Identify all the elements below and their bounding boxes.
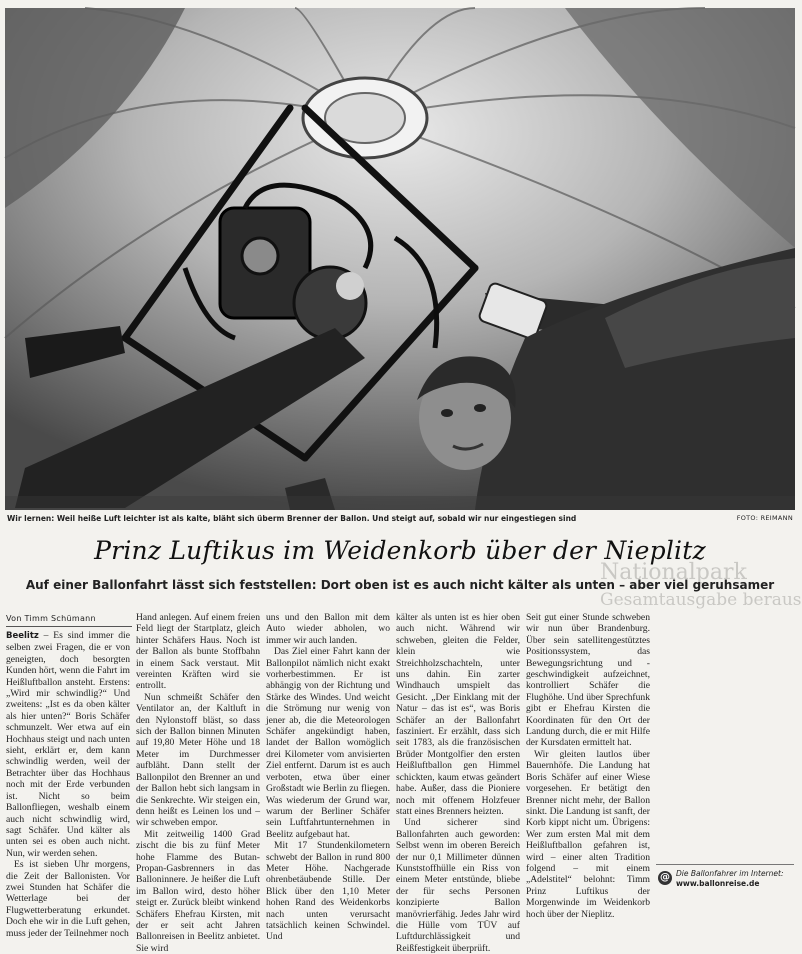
paragraph: Seit gut einer Stunde schweben wir nun über Brandenburg. Über sein satellitengestütztes Positionssystem, das Bewegungsrichtung und -geschwindigkeit aufzeichnet, kontrolliert Schäfer die Flughöhe. Und über Sprechfunk gibt er Ehefrau Kirsten die Koordinaten für den Ort der Landung durch, die er mit Hilfe der Kursdaten ermittelt hat. — [526, 612, 650, 749]
balloon-photo — [5, 8, 795, 510]
web-link-box — [656, 864, 794, 891]
bleed-through-text: Gesamtausgabe beraus — [600, 590, 802, 610]
article-column-2 — [136, 612, 260, 954]
paragraph: Hand anlegen. Auf einem freien Feld liegt der Startplatz, gleich hinter Schäfers Haus. Noch ist der Ballon als bunte Stoffbahn in einem Sack verstaut. Mit vereinten Kräften wird sie entrollt. — [136, 612, 260, 692]
paragraph: Nun schmeißt Schäfer den Ventilator an, der Kaltluft in den Nylonstoff bläst, so dass sich der Ballon binnen Minuten auf 19,80 Meter Höhe und 18 Meter im Durchmesser aufbläht. Dann stellt der Ballonpilot den Brenner an und der Ballon hebt sich langsam in die Senkrechte. Wir steigen ein, denn heißt es Leinen los und – wir schweben empor. — [136, 691, 260, 829]
paragraph: Beelitz – Es sind immer die selben zwei Fragen, die er von geneigten, doch besorgten Kunden hört, wenn die Fahrt im Heißluftballon ansteht. Erstens: „Wird mir schwindlig?“ Und zweitens: „Ist es da oben kälter als hier unten?“ Boris Schäfer schmunzelt. Wer etwa auf ein Hochhaus steigt und nach unten sieht, erklärt er, dem kann schwindlig werden, weil der Betrachter über das Hochhaus noch mit der Erde verbunden ist. Nicht so beim Ballonfliegen, weshalb einem auch nicht schwindlig wird, sagt Schäfer. Und kälter als unten sei es oben auch nicht. Nun, wir werden sehen. — [6, 630, 130, 859]
photo-caption-bar — [5, 512, 795, 524]
web-link-label: Die Ballonfahrer im Internet: — [676, 869, 784, 878]
article-column-5 — [526, 612, 650, 920]
paragraph: uns und den Ballon mit dem Auto wieder abholen, wo immer wir auch landen. — [266, 612, 390, 646]
paragraph: Mit 17 Stundenkilometern schwebt der Ballon in rund 800 Meter Höhe. Nachgerade ohrenbetäubende Stille. Der Blick über den 1,10 Meter hohen Rand des Weidenkorbs nach unten verursacht tatsächlich keinen Schwindel. Und — [266, 840, 390, 943]
article-subhead: Auf einer Ballonfahrt lässt sich feststellen: Dort oben ist es auch nicht kälter als unten – aber viel geruhsamer — [25, 578, 775, 592]
article-column-1 — [6, 630, 130, 939]
article-column-3 — [266, 612, 390, 943]
paragraph: kälter als unten ist es hier oben auch nicht. Während wir schweben, gleiten die Felder, klein wie Streichholzschachteln, unter uns dahin. Ein zarter Windhauch umspielt das Gesicht. „Der Einklang mit der Natur – das ist es“, was Boris Schäfer an der Ballonfahrt fasziniert. Er erzählt, dass sich seit 1783, als die französischen Brüder Montgolfier den ersten Heißluftballon gen Himmel schickten, kaum etwas geändert habe. Außer, dass die Pioniere noch mit offenem Holzfeuer statt eines Brenners heizten. — [396, 612, 520, 817]
dateline: Beelitz — [6, 631, 39, 641]
photo-caption: Wir lernen: Weil heiße Luft leichter ist als kalte, bläht sich überm Brenner der Ballon. Und steigt auf, sobald wir nur eingestiegen sind — [7, 514, 577, 523]
web-link-url[interactable]: www.ballonreise.de — [676, 879, 760, 888]
byline-rule — [6, 626, 132, 627]
byline: Von Timm Schümann — [6, 614, 96, 623]
paragraph: Mit zeitweilig 1400 Grad zischt die bis zu fünf Meter hohe Flamme des Butan-Propan-Gasbrenners in das Balloninnere. Je heißer die Luft im Ballon wird, desto höher steigt er. Zurück bleibt winkend Schäfers Ehefrau Kirsten, mit der er seit acht Jahren Ballonreisen in Beelitz anbietet. Sie wird — [136, 828, 260, 954]
article-column-4 — [396, 612, 520, 954]
paragraph: Es ist sieben Uhr morgens, die Zeit der Ballonisten. Vor zwei Stunden hat Schäfer die Wetterlage bei der Flugwetterberatung erkundet. Doch ehe wir in die Luft gehen, muss jeder der Teilnehmer noch — [6, 859, 130, 939]
photo-credit: FOTO: REIMANN — [736, 514, 793, 522]
paragraph: Wir gleiten lautlos über Bauernhöfe. Die Landung hat Boris Schäfer auf einer Wiese vorgesehen. Er betätigt den Brenner nicht mehr, der Ballon sinkt. Die Landung ist sanft, der Korb kippt nicht um. Übrigens: Wer zum ersten Mal mit dem Heißluftballon gefahren ist, wird – einer alten Tradition folgend – mit einem „Adelstitel“ belohnt: Timm Prinz Luftikus der Morgenwinde im Weidenkorb hoch über der Nieplitz. — [526, 748, 650, 920]
paragraph: Das Ziel einer Fahrt kann der Ballonpilot nämlich nicht exakt vorherbestimmen. Er ist abhängig von der Richtung und Stärke des Windes. Und weicht die Strömung nur wenig von jener ab, die die Meteorologen Schäfer angekündigt haben, landet der Ballon womöglich drei Kilometer vom anvisierten Ziel entfernt. Darum ist es auch verboten, etwa über einer Großstadt wie Berlin zu fliegen. Was wiederum der Grund war, warum der Berliner Schäfer sein Luftfahrtunternehmen in Beelitz aufgebaut hat. — [266, 646, 390, 840]
article-headline: Prinz Luftikus im Weidenkorb über der Nieplitz — [94, 536, 706, 565]
paragraph: Und sicherer sind Ballonfahrten auch geworden: Selbst wenn im oberen Bereich der nur 0,1 Millimeter dünnen Kunststoffhülle ein Riss von einem Meter entstünde, bliebe der für sechs Personen konzipierte Ballon manövrierfähig. Jedes Jahr wird die Hülle vom TÜV auf Luftdurchlässigkeit und Reißfestigkeit überprüft. — [396, 817, 520, 954]
at-sign-icon: @ — [660, 872, 670, 883]
bleed-through-text: Nationalpark — [600, 560, 747, 585]
